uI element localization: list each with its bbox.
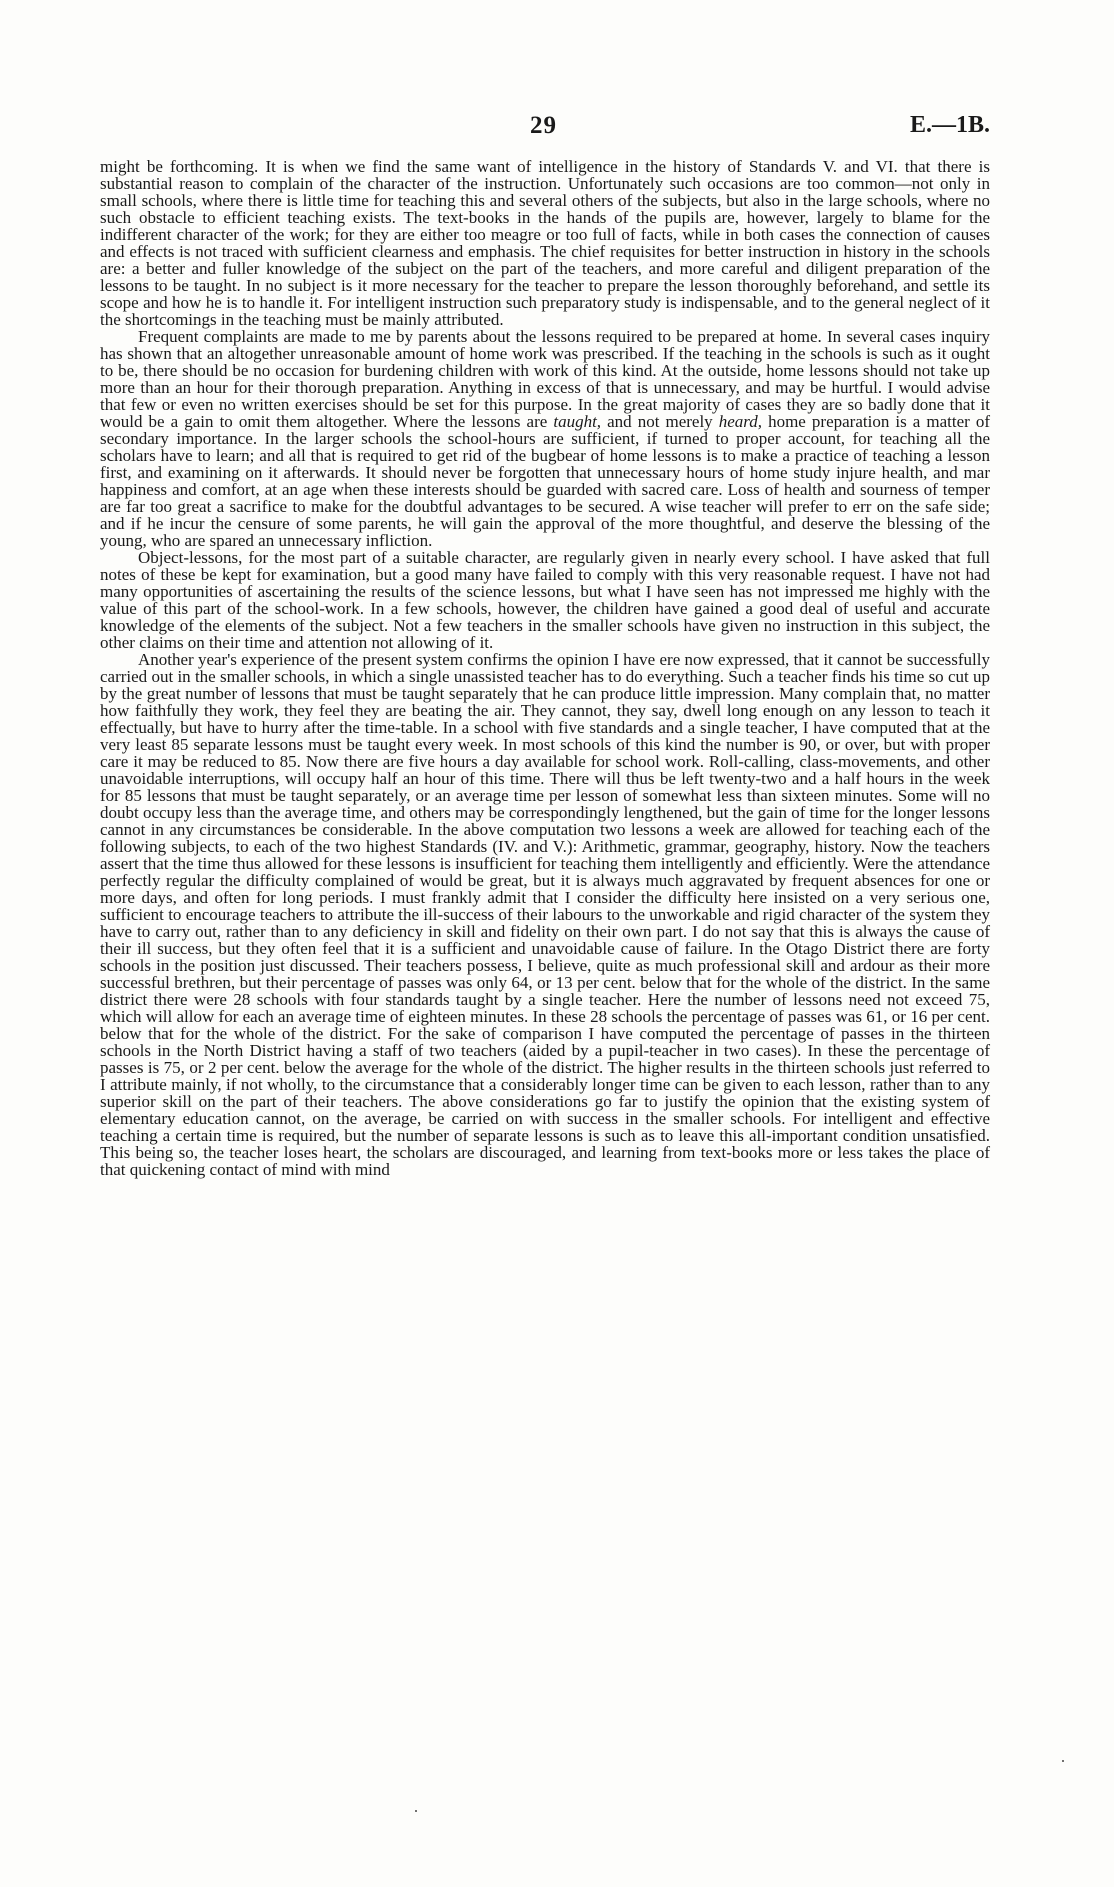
page-header <box>100 112 990 146</box>
document-reference: E.—1B. <box>909 112 990 138</box>
paragraph-text: and not merely <box>601 412 719 431</box>
scan-speck <box>1062 1760 1064 1762</box>
paragraph-text: Another year's experience of the present system confirms the opinion I have ere now expressed, that it cannot be successfully carried out in the smaller schools, in which a single unassisted teacher has to do everything. Such a teacher finds his time so cut up by the great number of lessons that must be taught separately that he can produce little impression. Many complain that, no matter how faithfully they work, they feel they are beating the air. They cannot, they say, dwell long enough on any lesson to teach it effectually, but have to hurry after the time-table. In a school with five standards and a single teacher, I have computed that at the very least 85 separate lessons must be taught every week. In most schools of this kind the number is 90, or over, but with proper care it may be reduced to 85. Now there are five hours a day available for school work. Roll-calling, class-movements, and other unavoidable interruptions, will occupy half an hour of this time. There will thus be left twenty-two and a half hours in the week for 85 lessons that must be taught separately, or an average time per lesson of somewhat less than sixteen minutes. Some will no doubt occupy less than the average time, and others may be correspondingly lengthened, but the gain of time for the longer lessons cannot in any circumstances be considerable. In the above computation two lessons a week are allowed for teaching each of the following subjects, to each of the two highest Standards (IV. and V.): Arithmetic, grammar, geography, history. Now the teachers assert that the time thus allowed for these lessons is insufficient for teaching them intelligently and efficiently. Were the attendance perfectly regular the difficulty complained of would be great, but it is always much aggravated by frequent absences for one or more days, and often for long periods. I must frankly admit that I consider the difficulty here insisted on a very serious one, sufficient to encourage teachers to attribute the ill-success of their labours to the unworkable and rigid character of the system they have to carry out, rather than to any deficiency in skill and fidelity on their own part. I do not say that this is always the cause of their ill success, but they often feel that it is a sufficient and unavoidable cause of failure. In the Otago District there are forty schools in the position just discussed. Their teachers possess, I believe, quite as much professional skill and ardour as their more successful brethren, but their percentage of passes was only 64, or 13 per cent. below that for the whole of the district. In the same district there were 28 schools with four standards taught by a single teacher. Here the number of lessons need not exceed 75, which will allow for each an average time of eighteen minutes. In these 28 schools the percentage of passes was 61, or 16 per cent. below that for the whole of the district. For the sake of comparison I have computed the percentage of passes in the thirteen schools in the North District having a staff of two teachers (aided by a pupil-teacher in two cases). In these the percentage of passes is 75, or 2 per cent. below the average for the whole of the district. The higher results in the thirteen schools just referred to I attribute mainly, if not wholly, to the circumstance that a considerably longer time can be given to each lesson, rather than to any superior skill on the part of their teachers. The above considerations go far to justify the opinion that the existing system of elementary education cannot, on the average, be carried on with success in the smaller schools. For intelligent and effective teaching a certain time is required, but the number of separate lessons is such as to leave this all-important condition unsatisfied. This being so, the teacher loses heart, the scholars are discouraged, and learning from text-books more or less takes the place of that quickening contact of mind with mind <box>100 650 990 1179</box>
paragraph-text: home preparation is a matter of secondary importance. In the larger schools the school-hours are sufficient, if turned to proper account, for teaching all the scholars have to learn; and all that is required to get rid of the bugbear of home lessons is to make a practice of teaching a lesson first, and examining on it afterwards. It should never be forgotten that unnecessary hours of home study injure health, and mar happiness and comfort, at an age when these interests should be guarded with sacred care. Loss of health and sourness of temper are far too great a sacrifice to make for the doubtful advantages to be secured. A wise teacher will prefer to err on the safe side; and if he incur the censure of some parents, he will gain the approval of the more thoughtful, and deserve the blessing of the young, who are spared an unnecessary infliction. <box>100 412 991 550</box>
body-text <box>100 158 990 1178</box>
italic-text: heard, <box>718 412 763 431</box>
paragraph <box>100 158 990 328</box>
paragraph <box>100 328 990 549</box>
paragraph-text: Object-lessons, for the most part of a suitable character, are regularly given in nearly every school. I have asked that full notes of these be kept for examination, but a good many have failed to comply with this very reasonable request. I have not had many opportunities of ascertaining the results of the science lessons, but what I have seen has not impressed me highly with the value of this part of the school-work. In a few schools, however, the children have gained a good deal of useful and accurate knowledge of the elements of the subject. Not a few teachers in the smaller schools have given no instruction in this subject, the other claims on their time and attention not allowing of it. <box>100 548 990 652</box>
paragraph-text: might be forthcoming. It is when we find the same want of intelligence in the history of Standards V. and VI. that there is substantial reason to complain of the character of the instruction. Unfortunately such occasions are too common—not only in small schools, where there is little time for teaching this and several others of the subjects, but also in the large schools, where no such obstacle to efficient teaching exists. The text-books in the hands of the pupils are, however, largely to blame for the indifferent character of the work; for they are either too meagre or too full of facts, while in both cases the connection of causes and effects is not traced with sufficient clearness and emphasis. The chief requisites for better instruction in history in the schools are: a better and fuller knowledge of the subject on the part of the teachers, and more careful and diligent preparation of the lessons to be taught. In no subject is it more necessary for the teacher to prepare the lesson thoroughly beforehand, and settle its scope and how he is to handle it. For intelligent instruction such preparatory study is indispensable, and to the general neglect of it the shortcomings in the teaching must be mainly attributed. <box>100 157 990 329</box>
paragraph-text: Frequent complaints are made to me by parents about the lessons required to be prepared at home. In several cases inquiry has shown that an altogether unreasonable amount of home work was prescribed. If the teaching in the schools is such as it ought to be, there should be no occasion for burdening children with work of this kind. At the outside, home lessons should not take up more than an hour for their thorough preparation. Anything in excess of that is unnecessary, and may be hurtful. I would advise that few or even no written exercises should be set for this purpose. In the great majority of cases they are so badly done that it would be a gain to omit them altogether. Where the lessons are <box>100 327 990 431</box>
scan-speck <box>415 1810 417 1812</box>
page-number: 29 <box>530 112 557 139</box>
italic-text: taught, <box>553 412 602 431</box>
paragraph <box>100 549 990 651</box>
paragraph <box>100 651 990 1178</box>
